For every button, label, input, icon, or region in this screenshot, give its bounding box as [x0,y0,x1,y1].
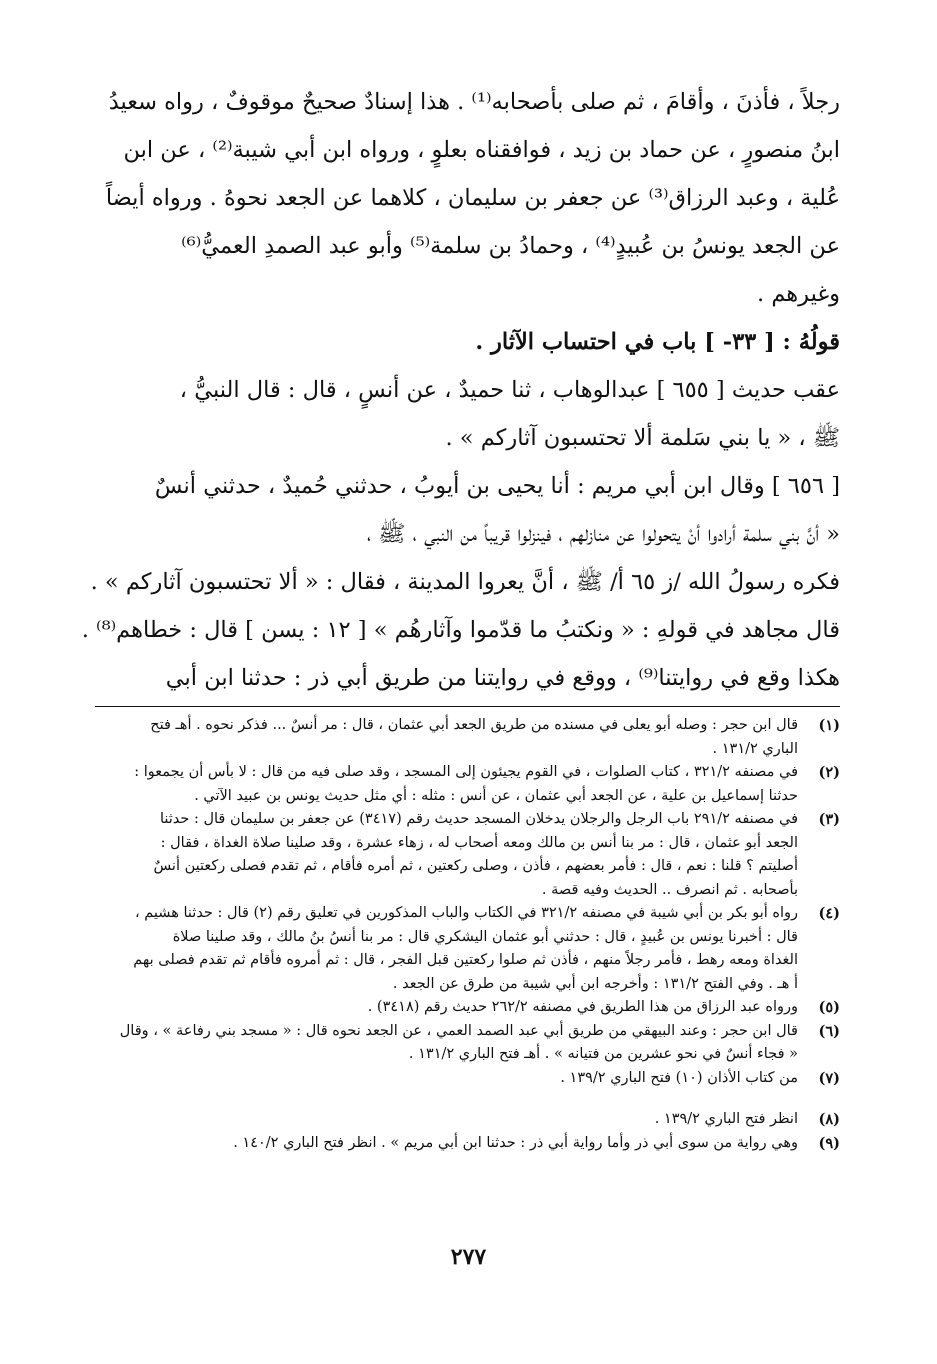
footnote-line: انظر فتح الباري ١٣٩/٢ . [654,1111,798,1127]
footnote-line: حدثنا إسماعيل بن علية ، عن الجعد أبي عثمان ، عن أنس : مثله : أي مثل حديث يونس بن عبيد الآتي . [194,787,798,804]
footnote-line: ورواه عبد الرزاق من هذا الطريق في مصنفه ٢٦٢/٢ حديث رقم (٣٤١٨) . [367,999,798,1015]
footnote [95,1020,840,1067]
footnote-line: قال : أخبرنا يونس بن عُبيدٍ ، قال : حدثني أبو عثمان اليشكري قال : مر بنا أنسُ بنُ مالك ، وقد صلينا صلاة [172,928,798,945]
footnote-line: الغداة ومعه رهط ، فأمر رجلاً منهم ، فأذن ثم صلوا ركعتين قبل الفجر ، قال : ثم أمروه فأقام ثم تقدم فصلى بهم [133,952,798,968]
text-line: رجلاً ، فأذنَ ، وأقامَ ، ثم صلى بأصحابه⁽¹⁾ . هذا إسنادٌ صحيحٌ موقوفٌ ، رواه سعيدُ [108,89,840,115]
footnote-line: بأصحابه . ثم انصرف .. الحديث وفيه قصة . [541,881,798,898]
footnote-line: قال ابن حجر : وعند البيهقي من طريق أبي عبد الصمد العمي ، عن الجعد نحوه قال : « مسجد بني رفاعة » ، وقال [119,1022,798,1039]
footnote [95,1067,840,1091]
text-line: عقب حديث [ ٦٥٥ ] عبدالوهاب ، ثنا حميدٌ ، عن أنسٍ ، قال : قال النبيُّ ، [179,377,840,403]
footnotes [95,714,840,1155]
footnote-line: أ هـ . وفي الفتح ١٣١/٢ : وأخرجه ابن أبي شيبة من طرق عن الجعد . [392,975,798,992]
text-line: فكره رسولُ الله /ز ٦٥ أ/ ﷺ ، أنَّ يعروا المدينة ، فقال : « ألا تحتسبون آثاركم » . [90,569,840,595]
footnote [95,996,840,1020]
footnote-line: الباري ١٣١/٢ . [712,740,798,757]
main-text [81,78,840,702]
page-number: ٢٧٧ [450,1244,487,1270]
chapter-heading: قولُهُ : [ ٣٣- ] باب في احتساب الآثار . [475,329,840,355]
footnote-line: رواه أبو بكر بن أبي شيبة في مصنفه ٣٢١/٢ في الكتاب والباب المذكورين في تعليق رقم (٢) قال : حدثنا هشيم ، [134,905,798,921]
text-line: « أنَّ بني سلمة أرادوا أنْ يتحولوا عن منازلهم ، فينزلوا قريباً من النبي ، ﷺ ، [366,521,840,547]
footnote-line: الجعد أبو عثمان ، قال : مر بنا أنس بن مالك ومعه أصحاب له ، زهاء عشرة ، وقد صلينا صلاة الغداة ، فقال : [160,834,798,851]
footnote-number: (٤) [818,905,840,922]
text-line: عُلية ، وعبد الرزاق⁽³⁾ عن جعفر بن سليمان ، كلاهما عن الجعد نحوهُ . ورواه أيضاً [105,185,840,211]
text-line: وغيرهم . [757,281,840,307]
footnote [95,1132,840,1156]
footnote-line: من كتاب الأذان (١٠) فتح الباري ١٣٩/٢ . [560,1069,798,1086]
text-line: عن الجعد يونسُ بن عُبيدٍ⁽⁴⁾ ، وحمادُ بن سلمة⁽⁵⁾ وأبو عبد الصمدِ العميُّ⁽⁶⁾ [181,233,840,259]
footnote-number: (٩) [818,1134,840,1152]
footnote-line: أصليتم ؟ قلنا : نعم ، قال : فأمر بعضهم ، فأذن ، وصلى ركعتين ، ثم أمره فأقام ، ثم تقدم فصلى ركعتين أنسٌ [153,858,798,874]
footnote-line: وهي رواية من سوى أبي ذر وأما رواية أبي ذر : حدثنا ابن أبي مريم » . انظر فتح الباري ١٤٠/٢ . [233,1134,798,1151]
footnote-line: قال ابن حجر : وصله أبو يعلى في مسنده من طريق الجعد أبي عثمان ، قال : مر أنسٌ ... فذكر نحوه . أهـ فتح [150,717,798,733]
text-line: ﷺ ، « يا بني سَلمة ألا تحتسبون آثاركم » . [445,425,840,451]
footnote [95,902,840,996]
footnote-number: (٥) [818,999,840,1016]
text-line: [ ٦٥٦ ] وقال ابن أبي مريم : أنا يحيى بن أيوبُ ، حدثني حُميدٌ ، حدثني أنسٌ [154,473,840,499]
footnote-number: (١) [818,717,840,734]
text-line: ابنُ منصورٍ ، عن حماد بن زيد ، فوافقناه بعلوٍ ، ورواه ابن أبي شيبة⁽²⁾ ، عن ابن [123,137,840,163]
footnote-line: في مصنفه ٢٩١/٢ باب الرجل والرجلان يدخلان المسجد حديث رقم (٣٤١٧) عن جعفر بن سليمان قال : حدثنا [159,811,798,827]
footnote [95,714,840,761]
footnote [95,808,840,902]
footnote-number: (٢) [818,764,840,781]
footnote [95,1108,840,1132]
text-line: قال مجاهد في قولهِ : « ونكتبُ ما قدّموا وآثارهُم » [ ١٢ : يسن ] قال : خطاهم⁽⁸⁾ . [81,617,840,643]
footnote-line: في مصنفه ٣٢١/٢ ، كتاب الصلوات ، في القوم يجيئون إلى المسجد ، وقد صلى فيه من قال : لا بأس أن يجمعوا : [134,764,798,780]
footnote-number: (٨) [818,1111,840,1128]
footnote-separator [95,706,840,707]
footnote-number: (٧) [818,1069,840,1087]
footnote-line: « فجاء أنسٌ في نحو عشرين من فتيانه » . أهـ فتح الباري ١٣١/٢ . [408,1046,798,1062]
footnote-number: (٦) [818,1022,840,1040]
footnote-number: (٣) [818,811,840,828]
text-line: هكذا وقع في روايتنا⁽⁹⁾ ، ووقع في روايتنا من طريق أبي ذر : حدثنا ابن أبي [165,665,840,691]
footnote [95,761,840,808]
